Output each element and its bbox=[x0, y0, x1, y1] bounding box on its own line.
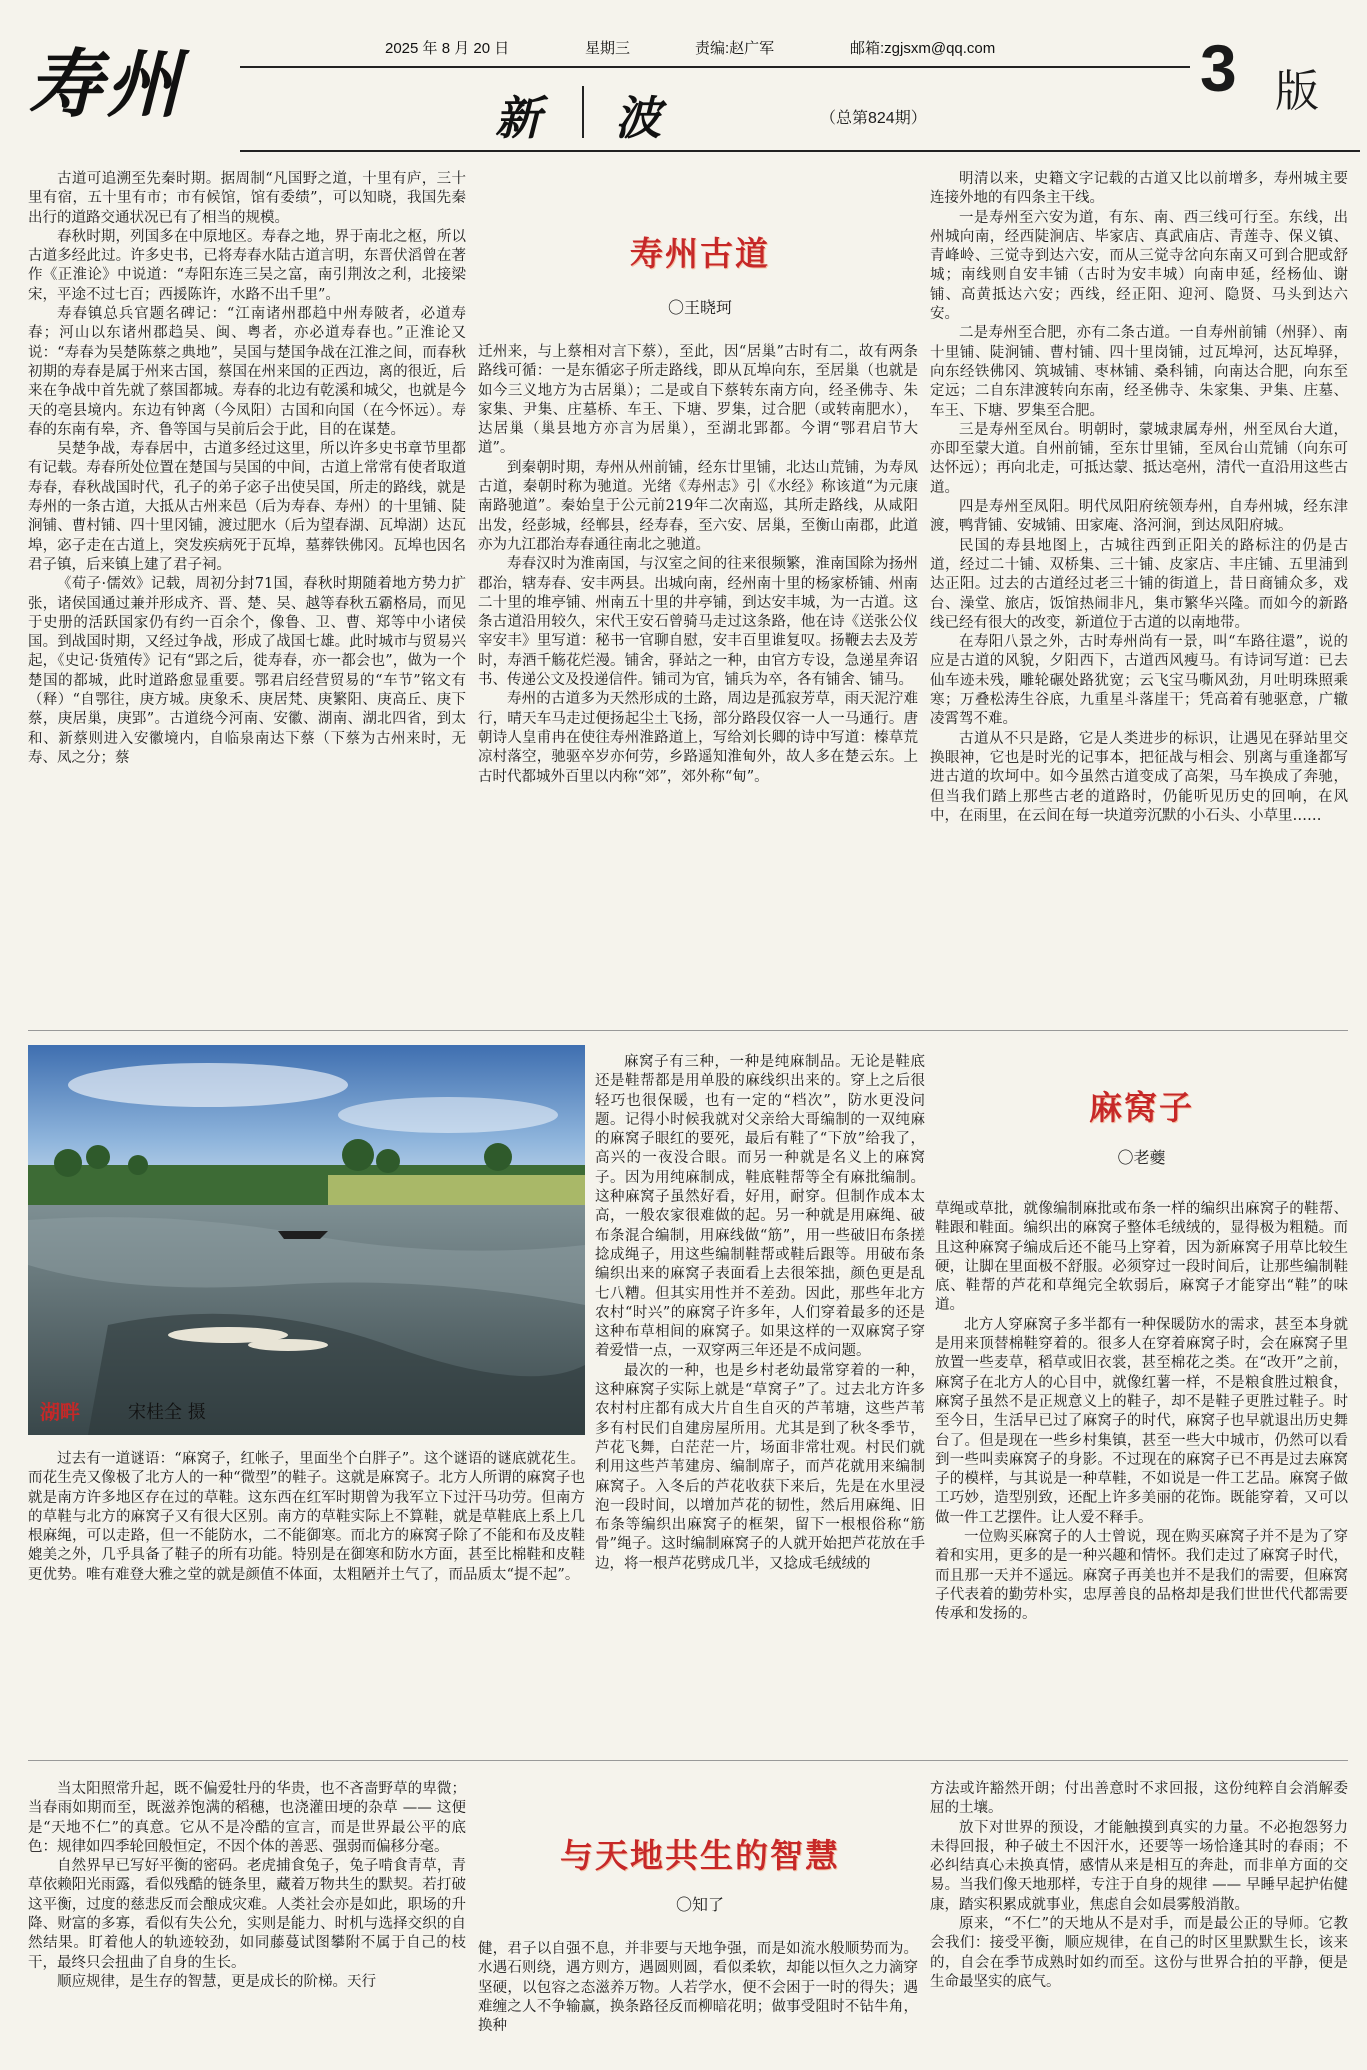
article1-column-3 bbox=[930, 170, 1348, 1020]
article3-column-2 bbox=[478, 1940, 918, 2065]
paragraph: 吴楚争战，寿春居中，古道多经过这里，所以许多史书章节里都有记载。寿春所处位置在楚国与吴国的中间，古道上常常有使者取道寿春，春秋战国时代，孔子的弟子宓子出使吴国，所走的路线，就是寿州的一条古道，大抵从古州来邑（后为寿春、寿州）的十里铺、陡涧铺、曹村铺、四十里冈铺，渡过肥水（后为望春湖、瓦埠湖）达瓦埠，宓子走在古道上，突发疾病死于瓦埠，墓葬铁佛冈。瓦埠也因名君子镇，后来镇上建了君子祠。 bbox=[28, 441, 466, 573]
article1-byline: 〇王晓珂 bbox=[667, 298, 732, 317]
article2-column-right bbox=[935, 1200, 1348, 1745]
issue-date: 2025 年 8 月 20 日 bbox=[385, 40, 510, 57]
paragraph: 过去有一道谜语：“麻窝子，红帐子，里面坐个白胖子”。这个谜语的谜底就花生。而花生壳又像极了北方人的一种“微型”的鞋子。这就是麻窝子。北方人所谓的麻窝子也就是南方许多地区存在过的草鞋。这东西在红军时期曾为我军立下过汗马功劳。但南方的草鞋与北方的麻窝子又有很大区别。南方的草鞋实际上不算鞋，就是草鞋底上系上几根麻绳，可以走路，但一不能防水，二不能御寒。而北方的麻窝子除了不能和布及皮鞋媲美之外，几乎具备了鞋子的所有功能。特别是在御寒和防水方面，甚至比棉鞋和皮鞋更优势。唯有难登大雅之堂的就是颜值不体面，太粗陋并土气了，而品质太“提不起”。 bbox=[28, 1451, 585, 1583]
page-unit: 版 bbox=[1275, 67, 1319, 116]
paragraph: 方法或许豁然开朗；付出善意时不求回报，这份纯粹自会消解委屈的土壤。 bbox=[930, 1781, 1348, 1817]
page-number: 3 bbox=[1200, 31, 1237, 105]
paragraph: 寿春镇总兵官题名碑记：“江南诸州郡趋中州寿陂者，必道寿春；河山以东诸州郡趋吴、闽、粤者，亦必道寿春也。”正淮论又说：“寿春为吴楚陈蔡之典地”，吴国与楚国争战在江淮之间，而春秋初期的寿春是属于州来古国，蔡国在州来国的正西边，离的很近，后来在争战中首先就了蔡国都城。寿春的北边有乾溪和城父，也就是今天的亳县境内。东边有钟离（今凤阳）古国和向国（在今怀远）。寿春的东南有皋，齐、鲁等国与吴前后会于此，目的在谋楚。 bbox=[28, 306, 466, 438]
paragraph: 四是寿州至凤阳。明代凤阳府统领寿州，自寿州城，经东津渡，鸭背铺、安城铺、田家庵、洛河涧，到达凤阳府城。 bbox=[930, 499, 1348, 535]
paragraph: 春秋时期，列国多在中原地区。寿春之地，界于南北之枢，所以古道多经此过。许多史书，已将寿春水陆古道言明，东晋伏滔曾在著作《正淮论》中说道：“寿阳东连三吴之富，南引荆汝之利，北接梁宋，平途不过七百；西援陈许，水路不出千里”。 bbox=[28, 228, 466, 303]
paragraph: 顺应规律，是生存的智慧，更是成长的阶梯。天行 bbox=[57, 1973, 376, 1990]
issue-weekday: 星期三 bbox=[585, 40, 631, 57]
paragraph: 健，君子以自强不息，并非要与天地争强，而是如流水般顺势而为。水遇石则绕，遇方则方，遇圆则圆，看似柔软，却能以恒久之力滴穿坚硬，以包容之态滋养万物。人若学水，便不会困于一时的得失；遇难缠之人不争输赢，换条路径反而柳暗花明；做事受阻时不钻牛角，换种 bbox=[478, 1941, 918, 2035]
paragraph: 古道可追溯至先秦时期。据周制“凡国野之道，十里有庐，三十里有宿，五十里有市；市有候馆，馆有委绩”，可以知晓，我国先秦出行的道路交通状况已有了相当的规模。 bbox=[28, 171, 466, 226]
paragraph: 三是寿州至凤台。明朝时，蒙城隶属寿州，州至凤台大道，亦即至蒙大道。自州前铺，至东廿里铺，至凤台山荒铺（向东可达怀远）；再向北走，可抵达蒙、抵达亳州，清代一直沿用这些古道。 bbox=[930, 421, 1348, 496]
article3-column-1 bbox=[28, 1780, 466, 2065]
paragraph: 到秦朝时期，寿州从州前铺，经东廿里铺，北达山荒铺，为寿凤古道，秦朝时称为驰道。光绪《寿州志》引《水经》称该道“为元康南路驰道”。秦始皇于公元前219年二次南巡，其所走路线，从咸阳出发，经彭城，经郸县，经寿春，至六安、居巢，至衡山南郡，此道亦为九江郡治寿春通往南北之驰道。 bbox=[478, 459, 918, 553]
article1-title: 寿州古道 bbox=[630, 234, 770, 273]
section-divider-1 bbox=[28, 1030, 1348, 1031]
paragraph: 在寿阳八景之外，古时寿州尚有一景，叫“车路往還”，说的应是古道的风貌，夕阳西下，古道西风瘦马。有诗词写道：已去仙车迹未残，雕轮碾处路犹宽；云飞宝马嘶风劲，月吐明珠照乘寒；万叠松涛生谷底，九重星斗落崖干；凭高着有驰驱意，广辙凌霄驾不难。 bbox=[930, 634, 1348, 728]
paragraph: 原来，“不仁”的天地从不是对手，而是最公正的导师。它教会我们：接受平衡，顺应规律，在自己的时区里默默生长，该来的，自会在季节成熟时如约而至。这份与世界合拍的平静，便是生命最坚实的底气。 bbox=[930, 1916, 1348, 1990]
photo-caption-title: 湖畔 bbox=[40, 1402, 80, 1424]
article3-byline: 〇知了 bbox=[675, 1895, 724, 1914]
paragraph: 一位购买麻窝子的人士曾说，现在购买麻窝子并不是为了穿着和实用，更多的是一种兴趣和情怀。我们走过了麻窝子时代，而且那一天并不遥远。麻窝子再美也并不是我们的需要，但麻窝子代表着的勤劳朴实，忠厚善良的品格却是我们世世代代都需要传承和发扬的。 bbox=[935, 1529, 1348, 1623]
section-name-left: 新 bbox=[495, 91, 541, 145]
paragraph: 自然界早已写好平衡的密码。老虎捕食兔子，兔子啃食青草，青草依赖阳光雨露，看似残酷的链条里，藏着万物共生的默契。若打破这平衡，过度的慈悲反而会酿成灾难。人类社会亦是如此，职场的升降、财富的多寡，看似有失公允，实则是能力、时机与选择交织的自然结果。盯着他人的轨迹较劲，如同藤蔓试图攀附不属于自己的枝干，最终只会扭曲了自身的生长。 bbox=[28, 1858, 466, 1971]
paragraph: 放下对世界的预设，才能触摸到真实的力量。不必抱怨努力未得回报，种子破土不因汗水，还要等一场恰逢其时的春雨；不必纠结真心未换真情，感情从来是相互的奔赴，而非单方面的交易。当我们像天地那样，专注于自身的规律 —— 早睡早起护佑健康，踏实积累成就事业，焦虑自会如晨雾般消散。 bbox=[930, 1819, 1348, 1913]
issue-number: （总第824期） bbox=[820, 110, 927, 127]
lakeside-photo-image bbox=[28, 1045, 585, 1435]
article2-column-under-photo bbox=[28, 1450, 585, 1740]
paragraph: 麻窝子有三种，一种是纯麻制品。无论是鞋底还是鞋帮都是用单股的麻线织出来的。穿上之后很轻巧也很保暖，也有一定的“档次”，防水更没问题。记得小时候我就对父亲给大哥编制的一双纯麻的麻窝子眼红的要死，最后有鞋了“下放”给我了，高兴的一夜没合眼。而另一种就是名义上的麻窝子。因为用纯麻制成，鞋底鞋帮等全有麻批编制。这种麻窝子虽然好看，好用，耐穿。但制作成本太高，一般农家很难做的起。另一种就是用麻绳、破布条混合编制，用麻线做“筋”，用一些破旧布条搓捻成绳子，用这些编制鞋帮或鞋后跟等。用破布条编织出来的麻窝子表面看上去很笨拙，颜色更是乱七八糟。但其实用性并不差劲。因此，那些年北方农村“时兴”的麻窝子许多年，人们穿着最多的还是这种布草相间的麻窝子。如果这样的一双麻窝子穿着爱惜一点，一双穿两三年还是不成问题。 bbox=[595, 1054, 925, 1360]
paragraph: 迁州来，与上蔡相对言下蔡），至此，因“居巢”古时有二，故有两条路线可循：一是东循宓子所走路线，即从瓦埠向东，至居巢（也就是如今三义地方为古居巢）；二是或自下蔡转东南方向，经圣佛寺、朱家集、尹集、庄墓桥、车王、下塘、罗集，过合肥（或转南肥水），达居巢（巢县地方亦言为居巢），至湖北郢都。今谓“鄂君启节大道”。 bbox=[478, 344, 918, 457]
article2-title: 麻窝子 bbox=[1089, 1088, 1194, 1127]
paragraph: 《荀子·儒效》记载，周初分封71国，春秋时期随着地方势力扩张，诸侯国通过兼并形成齐、晋、楚、吴、越等春秋五霸格局，而见于史册的活跃国家仍有约一百余个，像鲁、卫、曹、郑等中小诸侯国。到战国时期，又经过争战，形成了战国七雄。此时城市与贸易兴起，《史记·货殖传》记有“郢之后，徙寿春，亦一都会也”，做为一个楚国的都城，此时道路愈显重要。鄂君启经营贸易的“车节”铭文有（释）“自鄂往，庚方城。庚象禾、庚居梵、庚繁阳、庚高丘、庚下蔡，庚居巢，庚郢”。古道绕今河南、安徽、湖南、湖北四省，到太和、新蔡则进入安徽境内，自临泉南达下蔡（下蔡为古州来时，无寿、凤之分；蔡 bbox=[28, 576, 466, 766]
paragraph: 民国的寿县地图上，古城往西到正阳关的路标注的仍是古道，经过二十铺、双桥集、三十铺、皮家店、丰庄铺、五里浦到达正阳。过去的古道经过老三十铺的街道上，昔日商铺众多，戏台、澡堂、旅店，饭馆热闹非凡，集市繁华兴隆。而如今的新路线已经有很大的改变，新道位于古道的以南地带。 bbox=[930, 537, 1348, 631]
paragraph: 当太阳照常升起，既不偏爱牡丹的华贵，也不吝啬野草的卑微；当春雨如期而至，既滋养饱满的稻穗，也浇灌田埂的杂草 —— 这便是“天地不仁”的真意。它从不是冷酷的宣言，而是世界最公平的底色：规律如四季轮回般恒定，不因个体的善恶、强弱而偏移分毫。 bbox=[28, 1781, 466, 1855]
article1-column-2 bbox=[478, 343, 918, 1020]
paragraph: 明清以来，史籍文字记载的古道又比以前增多，寿州城主要连接外地的有四条主干线。 bbox=[930, 171, 1348, 207]
paragraph: 二是寿州至合肥，亦有二条古道。一自寿州前铺（州驿）、南十里铺、陡涧铺、曹村铺、四十里岗铺，过瓦埠河，达瓦埠驿，向东经铁佛冈、筑城铺、枣林铺、桑科铺，向南达合肥，向东至定远；二自东津渡转向东南，经圣佛寺、朱家集、尹集、庄墓、车王、下塘、罗集至合肥。 bbox=[930, 325, 1348, 419]
masthead-rule bbox=[240, 66, 1190, 68]
article2-byline: 〇老夔 bbox=[1117, 1148, 1166, 1167]
header-bottom-rule bbox=[240, 150, 1360, 152]
section-name-right: 波 bbox=[615, 91, 661, 145]
paragraph: 寿春汉时为淮南国，与汉室之间的往来很频繁，淮南国除为扬州郡治，辖寿春、安丰两县。出城向南，经州南十里的杨家桥铺、州南二十里的堆亭铺、州南五十里的井亭铺，到达安丰城，为一古道。这条古道沿用较久，宋代王安石曾骑马走过这条路，他在诗《送张公仪宰安丰》里写道：秘书一官聊自慰，安丰百里谁复叹。扬鞭去去及芳时，寿酒千觞花烂漫。铺舍，驿站之一种，由官方专设，急递星奔诏书、传递公文及投递信件。铺司为官，铺兵为卒，各有铺舍、铺马。 bbox=[478, 556, 918, 689]
article2-column-middle bbox=[595, 1053, 925, 1743]
page-editor: 责编:赵广军 bbox=[695, 40, 775, 57]
paragraph: 一是寿州至六安为道，有东、南、西三线可行至。东线，出州城向南，经西陡涧店、毕家店、真武庙店、青莲寺、保义镇、青峰岭、三觉寺到达六安，而从三觉寺岔向东南又可到合肥或舒城；南线则自安丰铺（古时为安丰城）向南申延，经杨仙、谢铺、高黄抵达六安；西线，经正阳、迎河、隐贤、马头到达六安。 bbox=[930, 209, 1348, 323]
article3-title: 与天地共生的智慧 bbox=[560, 1836, 840, 1875]
newspaper-brand: 寿州 bbox=[28, 42, 184, 128]
paragraph: 北方人穿麻窝子多半都有一种保暖防水的需求，甚至本身就是用来顶替棉鞋穿着的。很多人在穿着麻窝子时，会在麻窝子里放置一些麦草，稻草或旧衣裳，甚至棉花之类。在“改开”之前，麻窝子在北方人的心目中，就像红薯一样，不是粮食胜过粮食，麻窝子虽然不是正规意义上的鞋子，却不是鞋子更胜过鞋子。时至今日，生活早已过了麻窝子的时代，麻窝子也早就退出历史舞台了。但是现在一些乡村集镇，甚至一些大中城市，仍然可以看到一些叫卖麻窝子的身影。不过现在的麻窝子已不再是过去麻窝子的模样，与其说是一种草鞋，不如说是一件工艺品。麻窝子做工巧妙，造型别致，还配上许多美丽的花饰。既能穿着，又可以做一件工艺摆件。让人爱不释手。 bbox=[935, 1316, 1348, 1526]
section-divider bbox=[582, 86, 584, 138]
paragraph: 草绳或草批，就像编制麻批或布条一样的编织出麻窝子的鞋帮、鞋跟和鞋面。编织出的麻窝子整体毛绒绒的，显得极为粗糙。而且这种麻窝子编成后还不能马上穿着，因为新麻窝子用草比较生硬，让脚在里面极不舒服。必须穿过一段时间后，让那些编制鞋底、鞋帮的芦花和草绳完全软弱后，麻窝子才能穿出“鞋”的味道。 bbox=[935, 1201, 1348, 1314]
lakeside-photo bbox=[28, 1045, 585, 1435]
contact-email: 邮箱:zgjsxm@qq.com bbox=[850, 40, 996, 57]
paragraph: 古道从不只是路，它是人类进步的标识，让遇见在驿站里交换眼神，它也是时光的记事本，把征战与相会、别离与重逢都写进古道的坎坷中。如今虽然古道变成了高架，马车换成了奔驰，但当我们踏上那些古老的道路时，仍能听见历史的回响，在风中，在雨里，在云间在每一块道旁沉默的小石头、小草里…… bbox=[930, 730, 1348, 824]
paragraph: 寿州的古道多为天然形成的土路，周边是孤寂芳草，雨天泥泞难行，晴天车马走过便扬起尘土飞扬，部分路段仅容一人一马通行。唐朝诗人皇甫冉在使往寿州淮路道上，写给刘长卿的诗中写道：榛草荒凉村落空，驰驱卒岁亦何劳，乡路遥知淮甸外，故人多在楚云东。上古时代都城外百里以内称“郊”，郊外称“甸”。 bbox=[478, 691, 918, 785]
photo-caption-author: 宋桂全 摄 bbox=[128, 1402, 206, 1423]
article3-column-3 bbox=[930, 1780, 1348, 2065]
paragraph: 最次的一种，也是乡村老幼最常穿着的一种，这种麻窝子实际上就是“草窝子”了。过去北方许多农村村庄都有成大片自生自灭的芦苇塘，这些芦苇多有村民们自建房屋所用。尤其是到了秋冬季节，芦花飞舞，白茫茫一片，场面非常壮观。村民们就利用这些芦苇建房、编制席子，而芦花就用来编制麻窝子。入冬后的芦花收获下来后，先是在水里浸泡一段时间，以增加芦花的韧性，然后用麻绳、旧布条等编织出麻窝子的框架，留下一根根俗称“筋骨”绳子。这时编制麻窝子的人就开始把芦花放在手边，将一根芦花劈成几半，又捻成毛绒绒的 bbox=[595, 1362, 925, 1572]
section-divider-2 bbox=[28, 1760, 1348, 1761]
article1-column-1 bbox=[28, 170, 466, 1020]
